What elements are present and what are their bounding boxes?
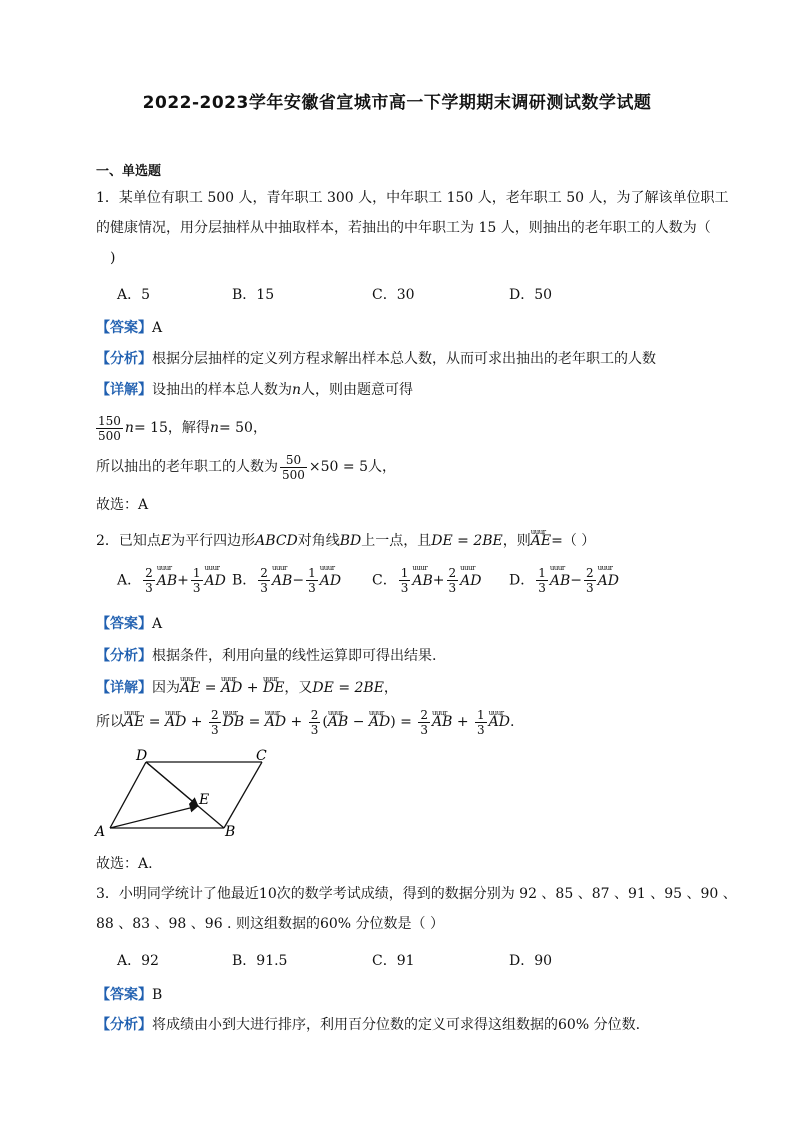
label-a: A bbox=[95, 824, 106, 840]
q2-stem-f: =（ ） bbox=[551, 533, 596, 549]
q3-answer-value: B bbox=[152, 987, 163, 1003]
q1-eq2-pre: 所以抽出的老年职工的人数为 bbox=[96, 459, 278, 475]
q2-point-e: E bbox=[160, 533, 172, 549]
q2-stem-e: ，则 bbox=[502, 533, 531, 549]
q1-eq2-fraction bbox=[280, 453, 307, 482]
q1-eq1-num: 150 bbox=[98, 413, 121, 428]
q2-answer bbox=[96, 614, 162, 634]
answer-tag: 【答案】 bbox=[96, 320, 152, 336]
detail-tag: 【详解】 bbox=[96, 680, 152, 696]
q2-option-d: D． $\frac{1}{3}$ uuur AB− $\frac{2}{3}$ uuur AD bbox=[509, 566, 619, 595]
q2-vec-ae: uuur AE bbox=[531, 531, 551, 551]
q3-stem-line1: 3．小明同学统计了他最近10次的数学考试成绩，得到的数据分别为 92 、85 、87 、91 、95 、90 、 bbox=[96, 886, 737, 902]
vector-de bbox=[146, 762, 198, 806]
q2-detail: 【详解】因为uuur AE = uuur AD + uuur DE，又DE = 2BE， bbox=[96, 678, 398, 698]
q3-option-b: B．91.5 bbox=[232, 953, 288, 969]
label-b: B bbox=[225, 824, 236, 840]
side-ad bbox=[110, 762, 146, 828]
q1-eq1-val: = 50， bbox=[218, 420, 267, 436]
label-d: D bbox=[136, 748, 148, 764]
q2-condition: DE = 2BE bbox=[431, 533, 503, 549]
answer-tag: 【答案】 bbox=[96, 616, 152, 632]
q1-detail-end: 人，则由题意可得 bbox=[301, 382, 414, 398]
detail-tag: 【详解】 bbox=[96, 382, 152, 398]
q2-stem-b: 为平行四边形 bbox=[171, 533, 256, 549]
q2-derivation: 所以uuur AE = uuur AD + $\frac{2}{3}$ uuur DB = uuur AD + $\frac{2}{3}$ (uuur AB − uuur AD) = $\frac{2}{3}$ uuur AB + $\frac{1}{3}$ uuur AD. bbox=[96, 704, 514, 740]
analysis-tag: 【分析】 bbox=[96, 648, 152, 664]
analysis-tag: 【分析】 bbox=[96, 351, 152, 367]
page-title: 2022-2023学年安徽省宣城市高一下学期期末调研测试数学试题 bbox=[142, 93, 652, 113]
q1-eq1-fraction bbox=[96, 414, 123, 443]
q1-answer bbox=[96, 318, 162, 338]
q2-option-b: B． $\frac{2}{3}$ uuur AB− $\frac{1}{3}$ uuur AD bbox=[232, 566, 341, 595]
q1-option-b: B．15 bbox=[232, 287, 275, 303]
q1-analysis bbox=[96, 349, 656, 369]
q2-stem-c: 对角线 bbox=[297, 533, 340, 549]
q1-conclusion: 故选：A bbox=[96, 497, 149, 513]
label-c: C bbox=[256, 748, 267, 764]
q1-detail bbox=[96, 380, 413, 400]
q2-conclusion: 故选：A. bbox=[96, 856, 153, 872]
q1-detail-var: n bbox=[292, 382, 302, 398]
vector-ae bbox=[110, 806, 198, 828]
q1-eq2-den: 500 bbox=[282, 467, 305, 482]
q1-stem-line3: ) bbox=[110, 250, 116, 266]
analysis-tag: 【分析】 bbox=[96, 1017, 152, 1033]
q2-analysis-text: 根据条件，利用向量的线性运算即可得出结果. bbox=[152, 648, 437, 664]
q1-option-c: C．30 bbox=[372, 287, 415, 303]
q2-option-a: A． $\frac{2}{3}$ uuur AB+ $\frac{1}{3}$ uuur AD bbox=[117, 566, 226, 595]
q3-stem-line2: 88 、83 、98 、96 . 则这组数据的60% 分位数是（ ） bbox=[96, 916, 444, 932]
q3-answer bbox=[96, 985, 162, 1005]
q2-stem-a: 2．已知点 bbox=[96, 533, 161, 549]
q1-eq1-rest: = 15，解得 bbox=[133, 420, 210, 436]
q1-analysis-text: 根据分层抽样的定义列方程求解出样本总人数，从而可求出抽出的老年职工的人数 bbox=[152, 351, 656, 367]
side-cb bbox=[224, 762, 262, 828]
q1-eq1-n: n bbox=[124, 420, 134, 436]
q1-option-a: A．5 bbox=[117, 287, 151, 303]
q1-eq2-num: 50 bbox=[280, 453, 307, 468]
q2-stem bbox=[96, 531, 595, 551]
q1-answer-value: A bbox=[152, 320, 163, 336]
q2-option-c: C． $\frac{1}{3}$ uuur AB+ $\frac{2}{3}$ uuur AD bbox=[372, 566, 481, 595]
q3-option-a: A．92 bbox=[117, 953, 159, 969]
q2-analysis bbox=[96, 646, 436, 666]
q1-stem-line2: 的健康情况，用分层抽样从中抽取样本，若抽出的中年职工为 15 人，则抽出的老年职工的人数为（ bbox=[96, 220, 711, 236]
label-e: E bbox=[199, 792, 210, 808]
q1-eq2-rest: ×50 = 5人， bbox=[308, 459, 396, 475]
q3-option-d: D．90 bbox=[509, 953, 553, 969]
q1-eq1-den: 500 bbox=[98, 428, 121, 443]
q1-option-d: D．50 bbox=[509, 287, 553, 303]
section-heading: 一、单选题 bbox=[96, 164, 162, 179]
q1-eq1-var: n bbox=[209, 420, 219, 436]
q2-bd: BD bbox=[339, 533, 362, 549]
q3-analysis bbox=[96, 1015, 640, 1035]
q1-stem-line1: 1．某单位有职工 500 人，青年职工 300 人，中年职工 150 人，老年职工 50 人，为了解该单位职工 bbox=[96, 190, 729, 206]
q1-detail-text: 设抽出的样本总人数为 bbox=[152, 382, 292, 398]
parallelogram-diagram bbox=[92, 748, 282, 840]
q2-answer-value: A bbox=[152, 616, 163, 632]
q2-abcd: ABCD bbox=[255, 533, 298, 549]
q2-stem-d: 上一点，且 bbox=[361, 533, 432, 549]
q1-equation-1 bbox=[96, 410, 267, 446]
answer-tag: 【答案】 bbox=[96, 987, 152, 1003]
q3-analysis-text: 将成绩由小到大进行排序，利用百分位数的定义可求得这组数据的60% 分位数. bbox=[152, 1017, 641, 1033]
q3-option-c: C．91 bbox=[372, 953, 415, 969]
q1-equation-2 bbox=[96, 449, 396, 485]
